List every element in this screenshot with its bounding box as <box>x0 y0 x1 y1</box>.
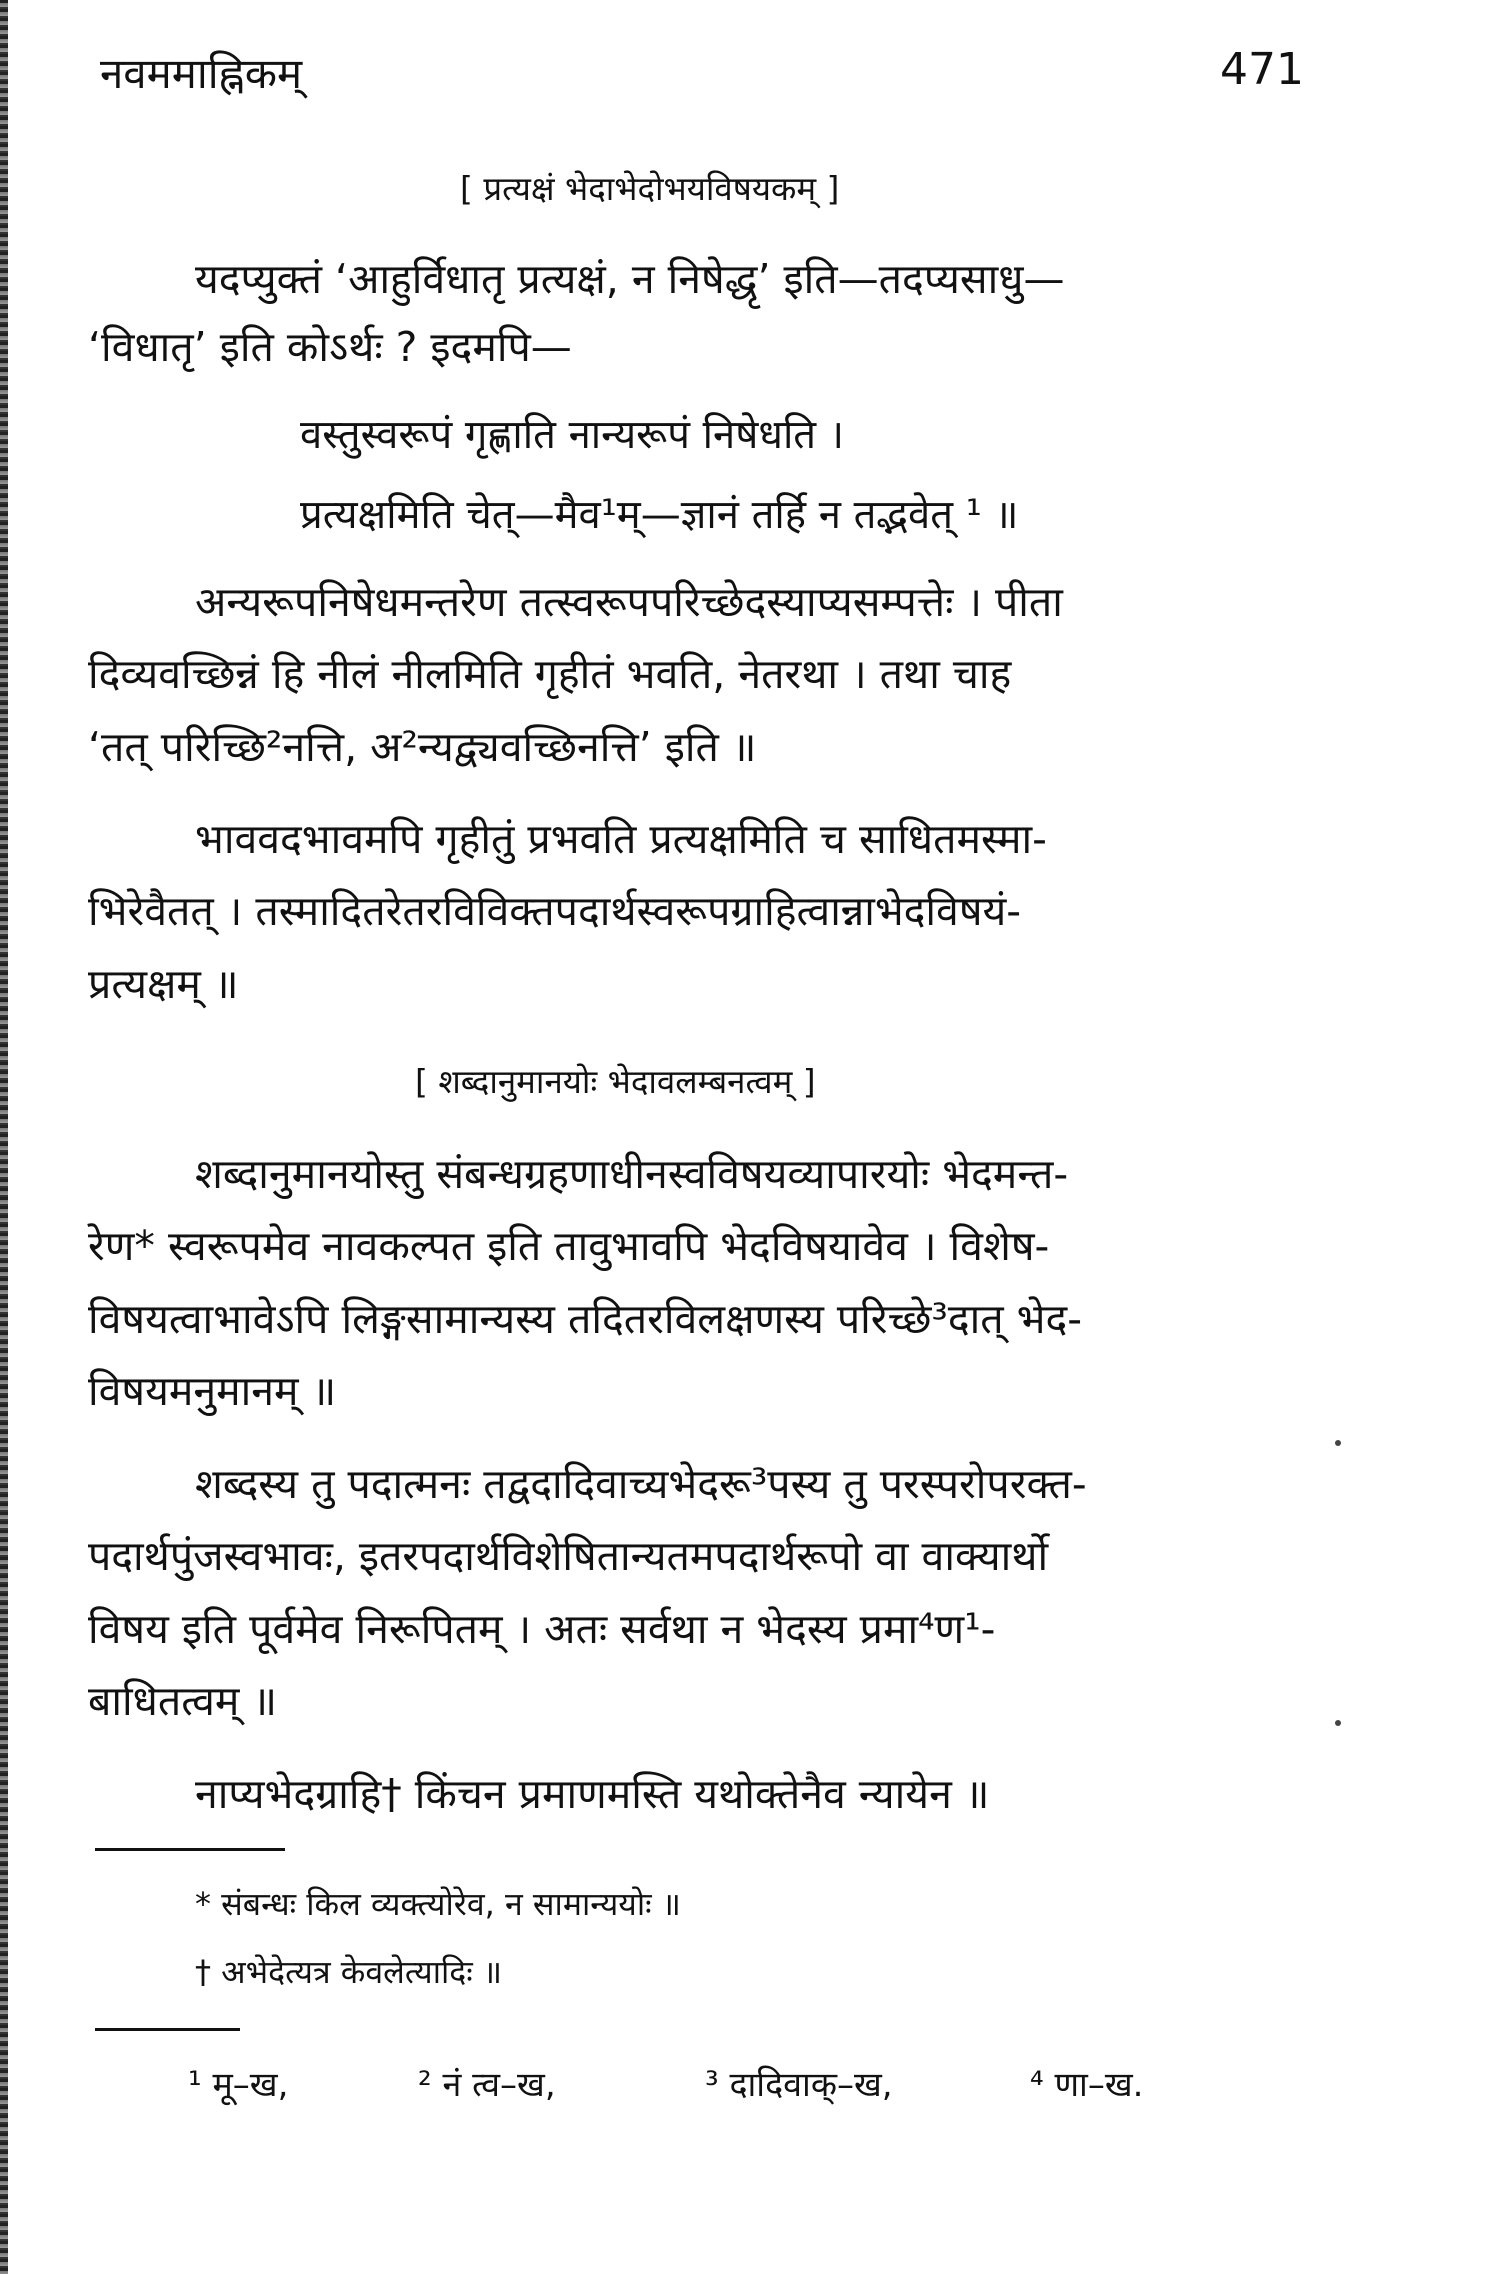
variant-reading: ³ दादिवाक्–ख, <box>705 2065 893 2105</box>
body-line: विषयत्वाभावेऽपि लिङ्गसामान्यस्य तदितरविलक्षणस्य परिच्छे³दात् भेद- <box>88 1295 1083 1343</box>
body-line: रेण* स्वरूपमेव नावकल्पत इति तावुभावपि भेदविषयावेव । विशेष- <box>88 1222 1050 1270</box>
body-line: भिरेवैतत् । तस्मादितरेतरविविक्तपदार्थस्वरूपग्राहित्वान्नाभेदविषयं- <box>88 887 1022 935</box>
body-line: यदप्युक्तं ‘आहुर्विधातृ प्रत्यक्षं, न निषेद्धृ’ इति—तदप्यसाधु— <box>195 255 1065 303</box>
section-heading-pratyaksha: [ प्रत्यक्षं भेदाभेदोभयविषयकम् ] <box>460 169 840 208</box>
body-line: पदार्थपुंजस्वभावः, इतरपदार्थविशेषितान्यतमपदार्थरूपो वा वाक्यार्थो <box>88 1532 1049 1580</box>
body-line: विषयमनुमानम् ॥ <box>88 1367 337 1415</box>
body-line: अन्यरूपनिषेधमन्तरेण तत्स्वरूपपरिच्छेदस्याप्यसम्पत्तेः । पीता <box>195 578 1063 626</box>
body-line: ‘तत् परिच्छि²नत्ति, अ²न्यद्व्यवच्छिनत्ति’ इति ॥ <box>88 723 757 771</box>
variants-rule <box>95 2028 240 2031</box>
scan-page-edge <box>0 0 8 2274</box>
variant-reading: ⁴ णा–ख. <box>1030 2065 1144 2105</box>
body-line: दिव्यवच्छिन्नं हि नीलं नीलमिति गृहीतं भवति, नेतरथा । तथा चाह <box>88 650 1012 698</box>
body-line: शब्दस्य तु पदात्मनः तद्वदादिवाच्यभेदरू³पस्य तु परस्परोपरक्त- <box>195 1460 1087 1508</box>
body-line: शब्दानुमानयोस्तु संबन्धग्रहणाधीनस्वविषयव्यापारयोः भेदमन्त- <box>195 1150 1069 1198</box>
section-heading-shabda-anumana: [ शब्दानुमानयोः भेदावलम्बनत्वम् ] <box>415 1062 816 1101</box>
body-line: नाप्यभेदग्राहि† किंचन प्रमाणमस्ति यथोक्तेनैव न्यायेन ॥ <box>195 1770 990 1818</box>
variant-reading: ² नं त्व–ख, <box>418 2065 556 2105</box>
footnote: † अभेदेत्यत्र केवलेत्यादिः ॥ <box>195 1953 503 1991</box>
body-line: ‘विधातृ’ इति कोऽर्थः ? इदमपि— <box>88 323 572 371</box>
scan-speck <box>1335 1440 1341 1446</box>
footnote: * संबन्धः किल व्यक्त्योरेव, न सामान्ययोः ॥ <box>195 1885 681 1923</box>
verse-line: वस्तुस्वरूपं गृह्णाति नान्यरूपं निषेधति । <box>300 412 844 458</box>
body-line: प्रत्यक्षम् ॥ <box>88 960 239 1008</box>
body-line: बाधितत्वम् ॥ <box>88 1677 278 1725</box>
scan-speck <box>1335 1720 1341 1726</box>
page-number: 471 <box>1220 44 1304 95</box>
body-line: विषय इति पूर्वमेव निरूपितम् । अतः सर्वथा न भेदस्य प्रमा⁴ण¹- <box>88 1605 996 1653</box>
footnote-rule <box>95 1848 285 1851</box>
running-head: नवममाह्निकम् <box>100 49 303 98</box>
verse-line: प्रत्यक्षमिति चेत्—मैव¹म्—ज्ञानं तर्हि न तद्भवेत् ¹ ॥ <box>300 492 1019 538</box>
variant-reading: ¹ मू–ख, <box>188 2065 289 2105</box>
body-line: भाववदभावमपि गृहीतुं प्रभवति प्रत्यक्षमिति च साधितमस्मा- <box>195 815 1047 863</box>
